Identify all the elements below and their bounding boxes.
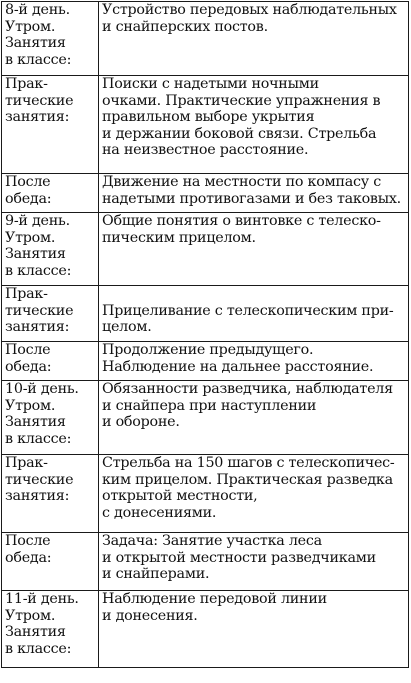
- content-line: ким прицелом. Практическая разведка: [102, 471, 393, 488]
- content-line: очками. Практические упражнения в: [102, 92, 381, 109]
- time-line: тические: [5, 302, 74, 319]
- schedule-time-cell: [2, 76, 99, 174]
- content-line: и снайперами.: [102, 566, 210, 583]
- time-line: тические: [5, 92, 74, 109]
- time-line: обеда:: [5, 549, 52, 566]
- content-line: целом.: [102, 319, 152, 336]
- time-line: Занятия: [5, 624, 66, 641]
- content-line: надетыми противогазами и без таковых.: [102, 190, 401, 207]
- schedule-row: [2, 213, 409, 286]
- content-line: Обязанности разведчика, наблюдателя: [102, 381, 393, 397]
- time-line: в классе:: [5, 640, 72, 657]
- schedule-time-cell: [2, 174, 99, 213]
- schedule-time-cell: [2, 2, 99, 76]
- content-line: Стрельба на 150 шагов с телескопичес-: [102, 455, 395, 471]
- schedule-row: [2, 286, 409, 342]
- schedule-row: [2, 533, 409, 591]
- time-line: Утром.: [5, 229, 56, 246]
- content-line: и обороне.: [102, 414, 180, 431]
- time-line: обеда:: [5, 190, 52, 207]
- content-line: пическим прицелом.: [102, 229, 256, 246]
- schedule-content-cell: [99, 342, 409, 381]
- schedule-content-cell: [99, 2, 409, 76]
- schedule-content-cell: [99, 286, 409, 342]
- schedule-time-cell: [2, 213, 99, 286]
- schedule-row: [2, 591, 409, 668]
- time-line: 8-й день.: [5, 2, 70, 18]
- schedule-content-cell: [99, 591, 409, 668]
- time-line: Прак-: [5, 76, 48, 92]
- time-line: Занятия: [5, 414, 66, 431]
- schedule-row: [2, 342, 409, 381]
- content-line: и снайпера при наступлении: [102, 397, 317, 414]
- content-line: и держании боковой связи. Стрельба: [102, 125, 377, 142]
- schedule-row: [2, 455, 409, 533]
- schedule-row: [2, 76, 409, 174]
- time-line: Утром.: [5, 607, 56, 624]
- schedule-time-cell: [2, 533, 99, 591]
- time-line: После: [5, 533, 51, 549]
- time-line: Утром.: [5, 18, 56, 35]
- content-line: Наблюдение передовой линии: [102, 591, 327, 607]
- time-line: занятия:: [5, 319, 70, 336]
- content-line: Поиски с надетыми ночными: [102, 76, 319, 92]
- time-line: Утром.: [5, 397, 56, 414]
- time-line: в классе:: [5, 262, 72, 279]
- schedule-content-cell: [99, 76, 409, 174]
- time-line: 10-й день.: [5, 381, 79, 397]
- time-line: Прак-: [5, 286, 48, 302]
- schedule-time-cell: [2, 381, 99, 455]
- schedule-row: [2, 381, 409, 455]
- content-line: Наблюдение на дальнее расстояние.: [102, 358, 374, 375]
- content-line: на неизвестное расстояние.: [102, 142, 309, 159]
- training-schedule-table: [1, 1, 409, 668]
- time-line: После: [5, 342, 51, 358]
- schedule-time-cell: [2, 286, 99, 342]
- time-line: 11-й день.: [5, 591, 79, 607]
- content-line: Прицеливание с телескопическим при-: [102, 302, 394, 319]
- time-line: Занятия: [5, 246, 66, 263]
- time-line: в классе:: [5, 430, 72, 447]
- schedule-row: [2, 2, 409, 76]
- content-line: правильном выборе укрытия: [102, 109, 315, 126]
- content-line: открытой местности,: [102, 488, 258, 505]
- content-line: Движение на местности по компасу с: [102, 174, 381, 190]
- schedule-content-cell: [99, 381, 409, 455]
- time-line: тические: [5, 471, 74, 488]
- content-line: [102, 286, 404, 303]
- time-line: в классе:: [5, 51, 72, 68]
- content-line: Устройство передовых наблюдательных: [102, 2, 397, 18]
- schedule-time-cell: [2, 591, 99, 668]
- schedule-body: [2, 2, 409, 668]
- time-line: занятия:: [5, 488, 70, 505]
- content-line: Продолжение предыдущего.: [102, 342, 314, 358]
- schedule-time-cell: [2, 342, 99, 381]
- content-line: и снайперских постов.: [102, 18, 268, 35]
- schedule-content-cell: [99, 455, 409, 533]
- content-line: и донесения.: [102, 607, 198, 624]
- time-line: обеда:: [5, 358, 52, 375]
- schedule-content-cell: [99, 533, 409, 591]
- time-line: занятия:: [5, 109, 70, 126]
- content-line: Задача: Занятие участка леса: [102, 533, 322, 549]
- schedule-row: [2, 174, 409, 213]
- schedule-time-cell: [2, 455, 99, 533]
- time-line: После: [5, 174, 51, 190]
- time-line: Прак-: [5, 455, 48, 471]
- schedule-content-cell: [99, 174, 409, 213]
- schedule-content-cell: [99, 213, 409, 286]
- time-line: 9-й день.: [5, 213, 70, 229]
- time-line: Занятия: [5, 35, 66, 52]
- content-line: и открытой местности разведчиками: [102, 549, 376, 566]
- content-line: с донесениями.: [102, 504, 217, 521]
- content-line: Общие понятия о винтовке с телеско-: [102, 213, 381, 229]
